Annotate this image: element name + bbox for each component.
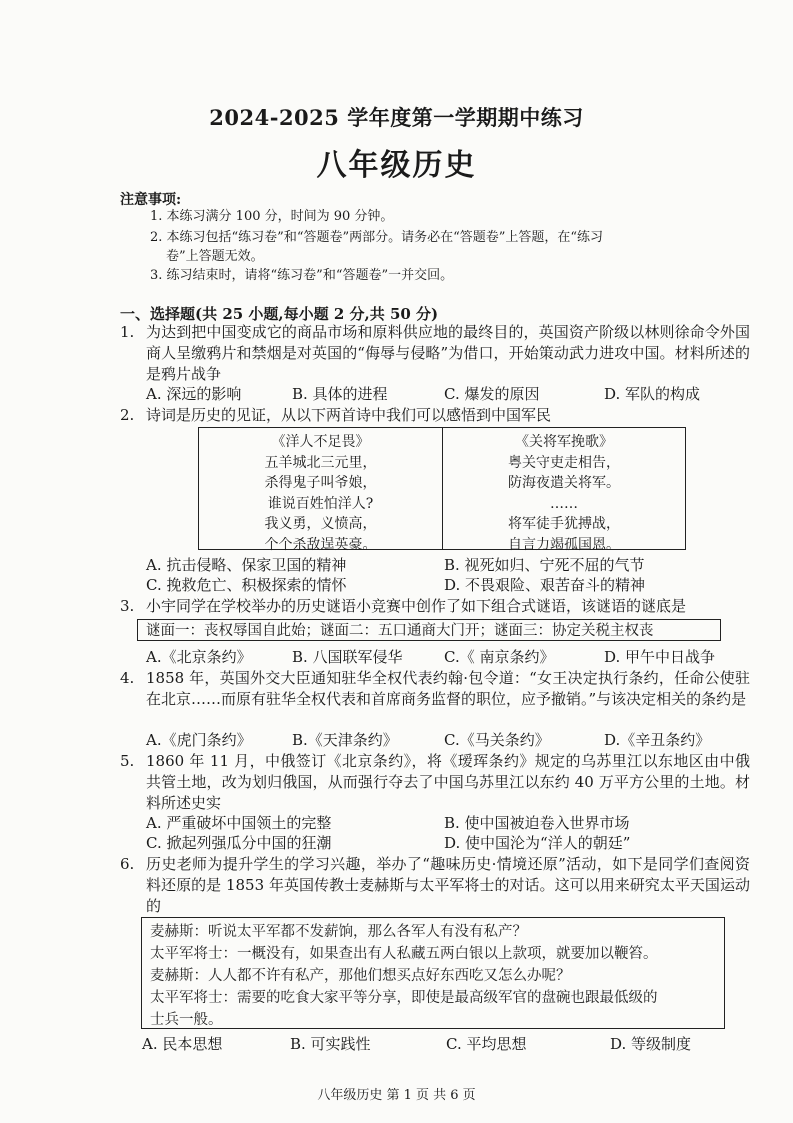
question-4 (120, 668, 750, 710)
q5-option-d: D. 使中国沦为“洋人的朝廷” (444, 834, 631, 852)
poem-line: 个个杀敌逞英豪。 (264, 536, 377, 553)
dialog-line: 太平军将士：一概没有，如果查出有人私藏五两白银以上款项，就要加以鞭笞。 (150, 946, 658, 962)
riddle-box: 谜面一：丧权辱国自此始；谜面二：五口通商大门开；谜面三：协定关税主权丧 (137, 619, 721, 641)
q2-option-c: C. 挽救危亡、积极探索的情怀 (146, 576, 347, 594)
q2-option-a: A. 抗击侵略、保家卫国的精神 (146, 556, 347, 574)
question-text: 1858 年，英国外交大臣通知驻华全权代表约翰·包令道：“女王决定执行条约，任命公使驻在北京……而原有驻华全权代表和首席商务监督的职位，应予撤销。”与该决定相关的条约是 (146, 669, 750, 708)
q3-option-a: A.《北京条约》 (146, 648, 252, 666)
question-number: 6. (120, 855, 135, 873)
notice-item-2-cont: 卷”上答题无效。 (166, 249, 264, 264)
notice-heading: 注意事项: (120, 192, 182, 208)
q2-option-d: D. 不畏艰险、艰苦奋斗的精神 (444, 576, 646, 594)
question-number: 3. (120, 597, 135, 615)
q2-option-b: B. 视死如归、宁死不屈的气节 (444, 556, 645, 574)
q1-option-c: C. 爆发的原因 (444, 385, 540, 403)
dialog-line: 麦赫斯：人人都不许有私产，那他们想买点好东西吃又怎么办呢？ (150, 968, 571, 984)
q3-option-b: B. 八国联军侵华 (292, 648, 403, 666)
question-3 (120, 596, 750, 617)
q1-option-a: A. 深远的影响 (146, 385, 242, 403)
poem-right (443, 432, 685, 555)
poem-line: 《关将军挽歌》 (515, 434, 613, 450)
poem-line: 粤关守吏走相告， (508, 454, 620, 471)
q4-option-a: A.《虎门条约》 (146, 731, 252, 749)
poem-table (198, 427, 686, 553)
question-1 (120, 322, 750, 385)
poem-left (199, 432, 442, 555)
q4-option-b: B.《天津条约》 (292, 731, 398, 749)
q3-option-d: D. 甲午中日战争 (604, 648, 716, 666)
question-number: 1. (120, 323, 135, 341)
exam-subject: 八年级历史 (316, 148, 477, 183)
poem-line: 自言力竭孤国恩。 (508, 536, 620, 553)
question-5 (120, 751, 750, 814)
question-text: 历史老师为提升学生的学习兴趣，举办了“趣味历史·情境还原”活动，如下是同学们查阅资料还原的是 1853 年英国传教士麦赫斯与太平军将士的对话。这可以用来研究太平天国运动的 (146, 855, 750, 915)
q4-option-c: C.《马关条约》 (444, 731, 550, 749)
q4-option-d: D.《辛丑条约》 (604, 731, 711, 749)
dialog-line: 麦赫斯：听说太平军都不发薪饷，那么各军人有没有私产？ (150, 924, 527, 940)
notice-item-1: 1. 本练习满分 100 分，时间为 90 分钟。 (150, 209, 394, 224)
poem-line: 谁说百姓怕洋人? (267, 495, 374, 512)
question-2 (120, 405, 750, 426)
q1-option-d: D. 军队的构成 (604, 385, 701, 403)
question-text: 1860 年 11 月，中俄签订《北京条约》，将《瑷珲条约》规定的乌苏里江以东地区由中俄共管土地，改为划归俄国，从而强行夺去了中国乌苏里江以东约 40 万平方公里的土地。材料所述史实 (146, 752, 750, 812)
section-heading: 一、选择题(共 25 小题,每小题 2 分,共 50 分) (120, 305, 439, 323)
q3-option-c: C.《 南京条约》 (444, 648, 555, 666)
question-number: 4. (120, 669, 135, 687)
page-footer: 八年级历史 第 1 页 共 6 页 (317, 1088, 476, 1103)
poem-line: 《洋人不足畏》 (271, 434, 370, 450)
q5-option-c: C. 掀起列强瓜分中国的狂潮 (146, 834, 332, 852)
q1-option-b: B. 具体的进程 (292, 385, 388, 403)
poem-line: …… (550, 495, 578, 512)
question-text: 诗词是历史的见证，从以下两首诗中我们可以感悟到中国军民 (146, 406, 552, 424)
question-number: 2. (120, 406, 135, 424)
notice-item-2: 2. 本练习包括“练习卷”和“答题卷”两部分。请务必在“答题卷”上答题，在“练习 (150, 230, 604, 245)
dialog-line: 太平军将士：需要的吃食大家平等分享，即使是最高级军官的盘碗也跟最低级的 (150, 990, 658, 1006)
q6-option-b: B. 可实践性 (290, 1035, 371, 1053)
notice-item-3: 3. 练习结束时，请将“练习卷”和“答题卷”一并交回。 (150, 268, 454, 283)
exam-title: 2024-2025 学年度第一学期期中练习 (209, 105, 584, 130)
dialog-box (141, 917, 725, 1029)
poem-line: 杀得鬼子叫爷娘， (264, 475, 377, 491)
poem-line: 我义勇，义愤高， (264, 516, 377, 532)
q6-option-d: D. 等级制度 (610, 1035, 692, 1053)
question-number: 5. (120, 752, 135, 770)
q5-option-b: B. 使中国被迫卷入世界市场 (444, 814, 630, 832)
question-text: 小宇同学在学校举办的历史谜语小竞赛中创作了如下组合式谜语，该谜语的谜底是 (146, 597, 687, 615)
dialog-line: 士兵一般。 (150, 1012, 223, 1028)
q6-option-c: C. 平均思想 (446, 1035, 527, 1053)
poem-line: 防海夜遣关将军。 (508, 475, 620, 491)
q6-option-a: A. 民本思想 (142, 1035, 223, 1053)
poem-line: 五羊城北三元里， (264, 454, 377, 471)
q5-option-a: A. 严重破坏中国领土的完整 (146, 814, 332, 832)
question-text: 为达到把中国变成它的商品市场和原料供应地的最终目的，英国资产阶级以林则徐命令外国商人呈缴鸦片和禁烟是对英国的“侮辱与侵略”为借口，开始策动武力进攻中国。材料所述的是鸦片战争 (146, 323, 750, 383)
poem-line: 将军徒手犹搏战， (508, 516, 620, 532)
question-6 (120, 854, 750, 917)
